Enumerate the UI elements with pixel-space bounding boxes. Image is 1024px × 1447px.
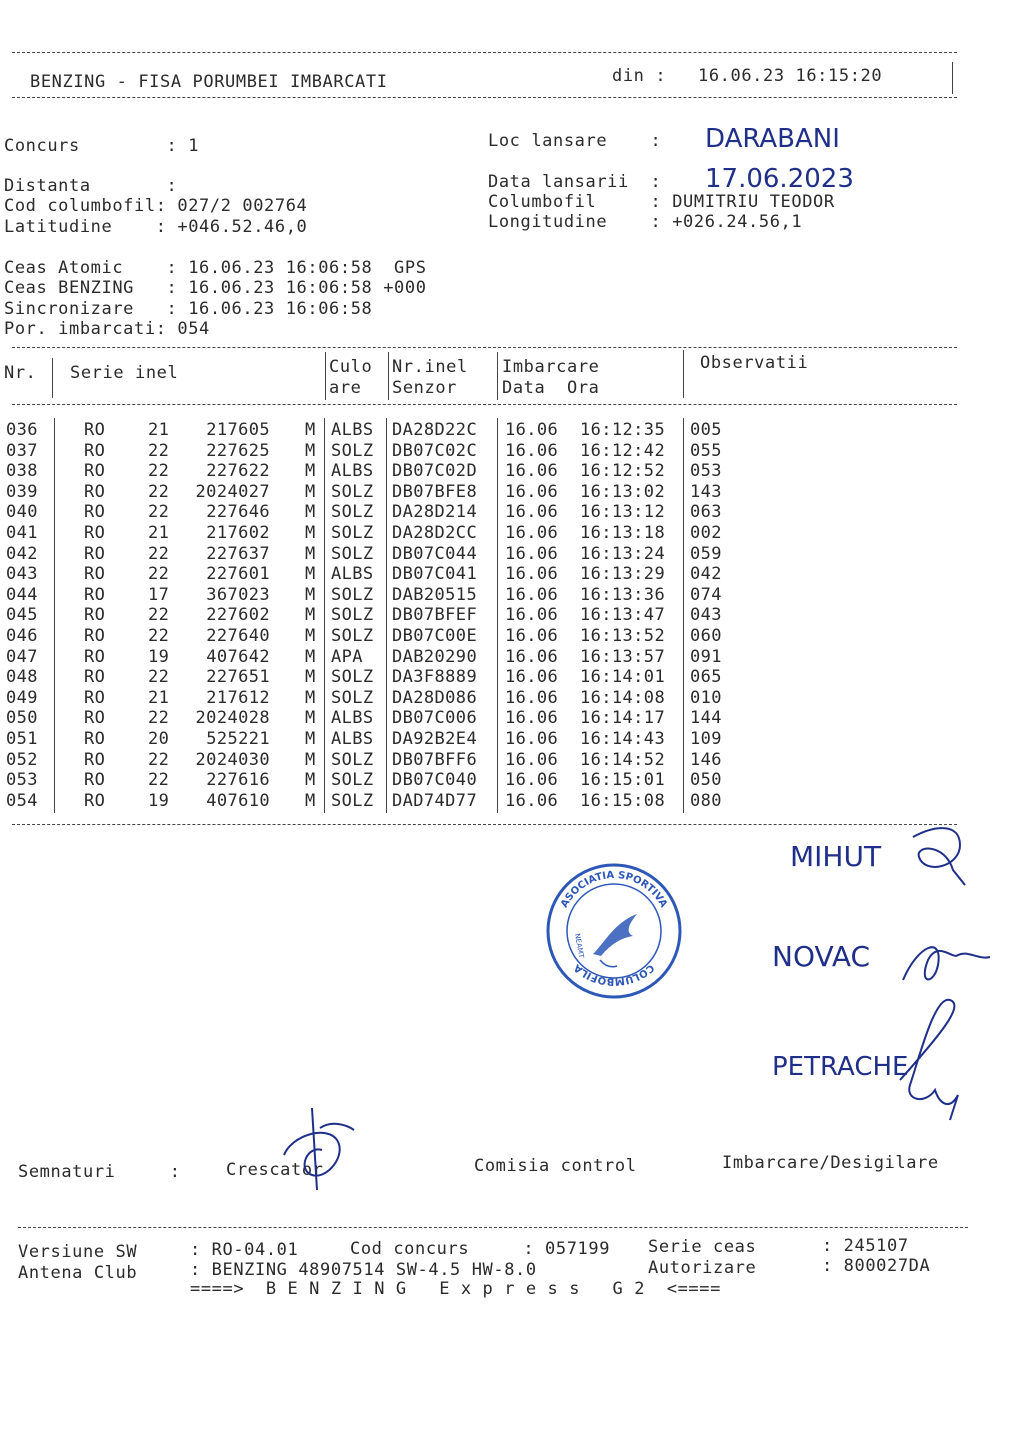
cell-sex: M: [305, 626, 316, 646]
table-top-divider: [12, 347, 957, 348]
cell-color: ALBS: [331, 729, 374, 749]
cell-time: 16:13:29: [580, 564, 666, 585]
cell-sensor: DB07BFE8: [392, 481, 478, 502]
cell-ring: 2024027: [195, 481, 270, 502]
cell-year: 22: [148, 626, 170, 646]
cell-sex: M: [305, 440, 316, 461]
table-column-separator: [324, 418, 325, 813]
col-header-imbarcare-2: Data Ora: [502, 378, 600, 398]
cell-nr: 038: [6, 461, 38, 482]
cell-color: APA: [331, 646, 363, 667]
cell-sex: M: [305, 729, 316, 749]
header-right-border: [952, 62, 953, 94]
header-sep-culoare: [325, 352, 326, 400]
cell-country: RO: [84, 605, 106, 626]
cell-color: SOLZ: [331, 770, 374, 791]
cell-nr: 040: [6, 502, 38, 523]
antena-club-value: : BENZING 48907514 SW-4.5 HW-8.0: [190, 1260, 537, 1280]
cell-time: 16:14:43: [580, 729, 666, 749]
cell-date: 16.06: [505, 523, 559, 543]
col-header-serie: Serie inel: [70, 363, 179, 383]
cell-country: RO: [84, 667, 106, 688]
cell-sex: M: [305, 667, 316, 688]
din-value: 16.06.23 16:15:20: [698, 66, 883, 86]
cell-sensor: DB07C02C: [392, 440, 478, 461]
cell-date: 16.06: [505, 667, 559, 688]
cell-nr: 041: [6, 523, 38, 543]
association-stamp: [545, 862, 683, 1000]
cell-color: SOLZ: [331, 790, 374, 811]
cell-sensor: DAB20515: [392, 584, 478, 605]
cell-time: 16:13:18: [580, 523, 666, 543]
cell-year: 21: [148, 420, 170, 440]
cell-ring: 227622: [206, 461, 270, 482]
cod-concurs-field: Cod concurs : 057199: [350, 1239, 611, 1259]
longitudine-field: Longitudine : +026.24.56,1: [488, 212, 803, 232]
cell-date: 16.06: [505, 584, 559, 605]
autorizare-label: Autorizare: [648, 1258, 757, 1278]
serie-ceas-label: Serie ceas: [648, 1237, 757, 1257]
stamp-text-side: NEAMT: [573, 932, 586, 959]
cell-ring: 407610: [206, 790, 270, 811]
ceas-benzing-field: Ceas BENZING : 16.06.23 16:06:58 +000: [4, 278, 427, 298]
cell-sex: M: [305, 749, 316, 770]
cell-sex: M: [305, 543, 316, 564]
cell-time: 16:13:36: [580, 584, 666, 605]
cell-nr: 046: [6, 626, 38, 646]
cell-obs: 050: [690, 770, 722, 791]
cell-sex: M: [305, 770, 316, 791]
cell-date: 16.06: [505, 770, 559, 791]
cell-sensor: DB07C00E: [392, 626, 478, 646]
autorizare-value: : 800027DA: [822, 1256, 931, 1276]
cell-color: SOLZ: [331, 440, 374, 461]
cell-country: RO: [84, 440, 106, 461]
cell-sex: M: [305, 564, 316, 585]
cell-year: 17: [148, 584, 170, 605]
cell-country: RO: [84, 564, 106, 585]
cell-color: SOLZ: [331, 749, 374, 770]
cell-year: 22: [148, 667, 170, 688]
cell-ring: 525221: [206, 729, 270, 749]
cell-time: 16:13:52: [580, 626, 666, 646]
cell-obs: 143: [690, 481, 722, 502]
cell-ring: 217605: [206, 420, 270, 440]
cell-year: 21: [148, 523, 170, 543]
serie-ceas-value: : 245107: [822, 1236, 909, 1256]
concurs-field: Concurs : 1: [4, 136, 200, 156]
cell-nr: 054: [6, 790, 38, 811]
cell-obs: 065: [690, 667, 722, 688]
cell-obs: 043: [690, 605, 722, 626]
cell-ring: 227640: [206, 626, 270, 646]
cell-sensor: DB07BFF6: [392, 749, 478, 770]
cell-nr: 044: [6, 584, 38, 605]
cell-time: 16:13:24: [580, 543, 666, 564]
semnaturi-label: Semnaturi :: [18, 1162, 181, 1182]
cell-color: SOLZ: [331, 626, 374, 646]
cell-sensor: DB07C041: [392, 564, 478, 585]
cell-year: 19: [148, 790, 170, 811]
din-label: din :: [612, 66, 667, 86]
cell-sex: M: [305, 584, 316, 605]
signature-scribble-2: [898, 925, 993, 995]
cell-ring: 227625: [206, 440, 270, 461]
cell-country: RO: [84, 729, 106, 749]
table-column-separator: [54, 418, 55, 813]
col-header-nr: Nr.: [4, 363, 37, 383]
cell-country: RO: [84, 770, 106, 791]
cell-time: 16:14:17: [580, 708, 666, 729]
cell-sensor: DAD74D77: [392, 790, 478, 811]
loc-lansare-label: Loc lansare :: [488, 131, 662, 151]
cell-year: 20: [148, 729, 170, 749]
signature-scribble-3: [880, 995, 970, 1125]
cell-sensor: DA28D086: [392, 687, 478, 708]
cell-ring: 2024030: [195, 749, 270, 770]
latitudine-field: Latitudine : +046.52.46,0: [4, 217, 308, 237]
cell-nr: 051: [6, 729, 38, 749]
cell-sensor: DA28D2CC: [392, 523, 478, 543]
cell-sensor: DA28D214: [392, 502, 478, 523]
cell-time: 16:14:01: [580, 667, 666, 688]
table-bottom-divider: [12, 824, 957, 825]
cell-ring: 217602: [206, 523, 270, 543]
cell-date: 16.06: [505, 605, 559, 626]
cell-color: ALBS: [331, 708, 374, 729]
cell-year: 22: [148, 440, 170, 461]
cell-ring: 2024028: [195, 708, 270, 729]
signature-crescator: [272, 1100, 362, 1195]
cell-year: 22: [148, 749, 170, 770]
data-lansarii-label: Data lansarii :: [488, 172, 662, 192]
cell-color: SOLZ: [331, 523, 374, 543]
cell-color: ALBS: [331, 420, 374, 440]
col-header-culoare-2: are: [329, 378, 362, 398]
cell-year: 22: [148, 461, 170, 482]
table-header-divider: [12, 404, 957, 405]
cell-country: RO: [84, 708, 106, 729]
cell-color: ALBS: [331, 564, 374, 585]
cell-sex: M: [305, 646, 316, 667]
header-sep-nr: [52, 358, 53, 398]
stamp-text-bottom: COLUMBOFILA: [572, 961, 656, 987]
cell-obs: 063: [690, 502, 722, 523]
cell-date: 16.06: [505, 646, 559, 667]
document-title: BENZING - FISA PORUMBEI IMBARCATI: [30, 72, 388, 92]
cell-ring: 227601: [206, 564, 270, 585]
cell-obs: 059: [690, 543, 722, 564]
data-lansarii-handwritten: 17.06.2023: [705, 164, 854, 194]
col-header-imbarcare-1: Imbarcare: [502, 357, 600, 377]
cell-sex: M: [305, 481, 316, 502]
cell-year: 22: [148, 770, 170, 791]
cell-date: 16.06: [505, 790, 559, 811]
cell-year: 22: [148, 481, 170, 502]
cell-time: 16:15:08: [580, 790, 666, 811]
distanta-field: Distanta :: [4, 176, 178, 196]
cell-sensor: DB07C006: [392, 708, 478, 729]
cell-year: 22: [148, 564, 170, 585]
cell-date: 16.06: [505, 626, 559, 646]
cell-date: 16.06: [505, 543, 559, 564]
cell-sex: M: [305, 687, 316, 708]
header-top-divider: [12, 52, 957, 53]
cell-time: 16:12:52: [580, 461, 666, 482]
cell-country: RO: [84, 420, 106, 440]
cell-date: 16.06: [505, 687, 559, 708]
cell-sex: M: [305, 790, 316, 811]
cell-nr: 047: [6, 646, 38, 667]
imbarcare-desigilare-label: Imbarcare/Desigilare: [722, 1153, 939, 1173]
handwritten-name-mihut: MIHUT: [790, 840, 882, 873]
ceas-atomic-field: Ceas Atomic : 16.06.23 16:06:58 GPS: [4, 258, 427, 278]
cell-sex: M: [305, 420, 316, 440]
cell-nr: 037: [6, 440, 38, 461]
cell-nr: 036: [6, 420, 38, 440]
cell-color: SOLZ: [331, 543, 374, 564]
header-sep-observatii: [683, 350, 684, 398]
cell-time: 16:13:47: [580, 605, 666, 626]
dove-icon: [593, 914, 637, 956]
cell-nr: 049: [6, 687, 38, 708]
cell-obs: 053: [690, 461, 722, 482]
cell-color: ALBS: [331, 461, 374, 482]
cell-obs: 055: [690, 440, 722, 461]
cell-ring: 227646: [206, 502, 270, 523]
cell-color: SOLZ: [331, 687, 374, 708]
cell-country: RO: [84, 626, 106, 646]
cell-nr: 050: [6, 708, 38, 729]
cell-date: 16.06: [505, 481, 559, 502]
cell-country: RO: [84, 790, 106, 811]
cell-country: RO: [84, 461, 106, 482]
cell-obs: 080: [690, 790, 722, 811]
cell-sex: M: [305, 708, 316, 729]
cell-date: 16.06: [505, 440, 559, 461]
sincronizare-field: Sincronizare : 16.06.23 16:06:58: [4, 299, 373, 319]
cell-nr: 052: [6, 749, 38, 770]
cell-ring: 227616: [206, 770, 270, 791]
cell-date: 16.06: [505, 502, 559, 523]
cell-time: 16:12:42: [580, 440, 666, 461]
cell-ring: 227602: [206, 605, 270, 626]
cell-sex: M: [305, 461, 316, 482]
handwritten-name-novac: NOVAC: [772, 940, 871, 973]
cell-date: 16.06: [505, 564, 559, 585]
cell-year: 22: [148, 502, 170, 523]
cell-obs: 010: [690, 687, 722, 708]
cell-country: RO: [84, 543, 106, 564]
cell-date: 16.06: [505, 708, 559, 729]
cell-ring: 227637: [206, 543, 270, 564]
porumbei-imbarcati-field: Por. imbarcati: 054: [4, 319, 210, 339]
cell-date: 16.06: [505, 729, 559, 749]
cell-obs: 144: [690, 708, 722, 729]
cell-obs: 042: [690, 564, 722, 585]
cell-country: RO: [84, 584, 106, 605]
cell-sex: M: [305, 605, 316, 626]
table-column-separator: [497, 418, 498, 813]
cell-date: 16.06: [505, 461, 559, 482]
cell-sensor: DA28D22C: [392, 420, 478, 440]
cell-sex: M: [305, 502, 316, 523]
cell-country: RO: [84, 523, 106, 543]
col-header-culoare-1: Culo: [329, 357, 373, 377]
cell-color: SOLZ: [331, 667, 374, 688]
col-header-observatii: Observatii: [700, 353, 809, 373]
cell-ring: 407642: [206, 646, 270, 667]
svg-text:COLUMBOFILA: [572, 962, 656, 987]
cell-nr: 043: [6, 564, 38, 585]
crescator-label: Crescator: [226, 1160, 324, 1180]
cell-color: SOLZ: [331, 605, 374, 626]
col-header-nrinel-1: Nr.inel: [392, 357, 468, 377]
table-column-separator: [683, 418, 684, 813]
handwritten-name-petrache: PETRACHE: [772, 1052, 909, 1082]
cell-year: 22: [148, 708, 170, 729]
cell-country: RO: [84, 481, 106, 502]
signature-scribble-1: [905, 815, 975, 890]
cell-sex: M: [305, 523, 316, 543]
versiune-value: : RO-04.01: [190, 1240, 299, 1260]
cell-time: 16:13:02: [580, 481, 666, 502]
cell-obs: 002: [690, 523, 722, 543]
cell-country: RO: [84, 646, 106, 667]
cell-ring: 227651: [206, 667, 270, 688]
cell-year: 19: [148, 646, 170, 667]
cell-nr: 039: [6, 481, 38, 502]
cell-sensor: DB07BFEF: [392, 605, 478, 626]
cod-columbofil-field: Cod columbofil: 027/2 002764: [4, 196, 308, 216]
footer-divider: [18, 1227, 968, 1228]
cell-country: RO: [84, 502, 106, 523]
cell-time: 16:15:01: [580, 770, 666, 791]
cell-sensor: DB07C040: [392, 770, 478, 791]
antena-club-label: Antena Club: [18, 1263, 138, 1283]
table-column-separator: [386, 418, 387, 813]
cell-time: 16:12:35: [580, 420, 666, 440]
cell-time: 16:13:12: [580, 502, 666, 523]
stamp-text-top: ASOCIATIA SPORTIVA: [559, 869, 669, 910]
cell-sensor: DAB20290: [392, 646, 478, 667]
loc-lansare-handwritten: DARABANI: [705, 124, 840, 154]
cell-obs: 060: [690, 626, 722, 646]
cell-obs: 005: [690, 420, 722, 440]
cell-year: 22: [148, 543, 170, 564]
header-sep-imbarcare: [497, 352, 498, 400]
cell-country: RO: [84, 687, 106, 708]
cell-year: 22: [148, 605, 170, 626]
cell-sensor: DB07C02D: [392, 461, 478, 482]
col-header-nrinel-2: Senzor: [392, 378, 458, 398]
header-sep-nrinel: [388, 352, 389, 400]
cell-time: 16:14:52: [580, 749, 666, 770]
cell-time: 16:13:57: [580, 646, 666, 667]
cell-ring: 217612: [206, 687, 270, 708]
cell-color: SOLZ: [331, 584, 374, 605]
cell-sensor: DA3F8889: [392, 667, 478, 688]
cell-obs: 074: [690, 584, 722, 605]
cell-date: 16.06: [505, 749, 559, 770]
cell-nr: 045: [6, 605, 38, 626]
cell-nr: 048: [6, 667, 38, 688]
columbofil-field: Columbofil : DUMITRIU TEODOR: [488, 192, 835, 212]
cell-country: RO: [84, 749, 106, 770]
versiune-label: Versiune SW: [18, 1242, 138, 1262]
cell-year: 21: [148, 687, 170, 708]
cell-ring: 367023: [206, 584, 270, 605]
header-bottom-divider: [12, 97, 957, 98]
cell-time: 16:14:08: [580, 687, 666, 708]
cell-date: 16.06: [505, 420, 559, 440]
cell-obs: 109: [690, 729, 722, 749]
cell-nr: 042: [6, 543, 38, 564]
cell-nr: 053: [6, 770, 38, 791]
cell-color: SOLZ: [331, 481, 374, 502]
benzing-banner: ====> B E N Z I N G E x p r e s s G 2 <====: [190, 1279, 721, 1299]
cell-obs: 091: [690, 646, 722, 667]
cell-sensor: DA92B2E4: [392, 729, 478, 749]
cell-obs: 146: [690, 749, 722, 770]
cell-sensor: DB07C044: [392, 543, 478, 564]
cell-color: SOLZ: [331, 502, 374, 523]
comisia-control-label: Comisia control: [474, 1156, 637, 1176]
